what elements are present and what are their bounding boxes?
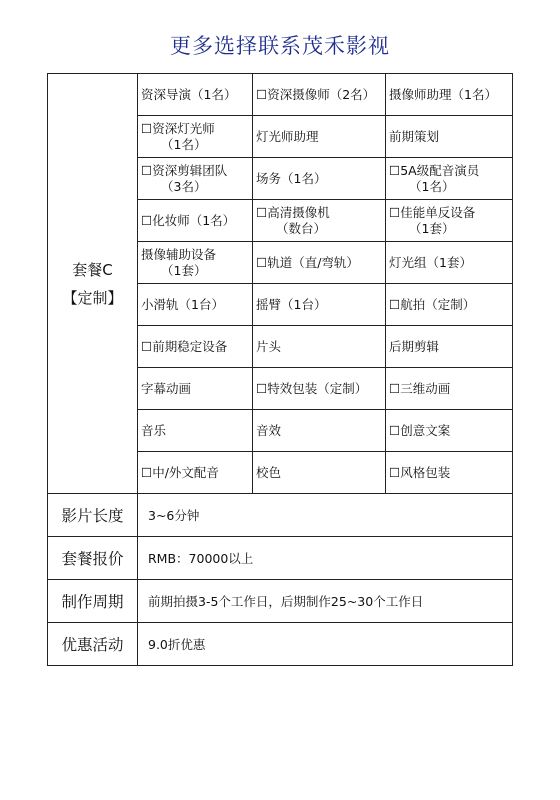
checkbox-icon: ☐ <box>389 162 401 178</box>
service-item-label: 前期稳定设备 <box>152 338 228 354</box>
service-item-label: 摄像师助理（1名） <box>389 86 497 102</box>
service-item-label: 片头 <box>256 338 282 354</box>
checkbox-icon: ☐ <box>389 422 401 438</box>
page-title: 更多选择联系茂禾影视 <box>170 34 390 58</box>
service-item <box>138 326 253 368</box>
checkbox-icon: ☐ <box>389 464 401 480</box>
info-label: 优惠活动 <box>48 623 138 666</box>
service-item <box>386 326 513 368</box>
service-item-label: 灯光组（1套） <box>389 254 472 270</box>
checkbox-icon: ☐ <box>141 212 153 228</box>
service-item <box>386 452 513 494</box>
service-item <box>138 242 253 284</box>
service-item <box>138 200 253 242</box>
checkbox-icon: ☐ <box>256 380 268 396</box>
package-name: 套餐C <box>72 260 113 279</box>
service-item-label: 创意文案 <box>400 422 451 438</box>
service-item <box>253 200 386 242</box>
service-item-quantity: （1套） <box>161 262 207 278</box>
service-item-label: 资深导演（1名） <box>141 86 237 102</box>
service-item <box>253 452 386 494</box>
service-item-label: 中/外文配音 <box>152 464 219 480</box>
service-item <box>253 116 386 158</box>
service-item <box>253 158 386 200</box>
service-item <box>253 368 386 410</box>
service-item <box>138 368 253 410</box>
service-item <box>386 242 513 284</box>
info-row <box>48 494 513 537</box>
service-item-label: 场务（1名） <box>256 170 327 186</box>
checkbox-icon: ☐ <box>141 338 153 354</box>
package-tag: 【定制】 <box>62 288 123 307</box>
service-item <box>138 452 253 494</box>
service-item-label: 摇臂（1台） <box>256 296 327 312</box>
checkbox-icon: ☐ <box>141 464 153 480</box>
service-item <box>253 284 386 326</box>
service-item-label: 字幕动画 <box>141 380 192 396</box>
service-item-quantity: （数台） <box>276 220 327 236</box>
service-item-label: 资深灯光师 <box>152 120 215 136</box>
service-item-label: 前期策划 <box>389 128 440 144</box>
service-item-label: 校色 <box>256 464 282 480</box>
checkbox-icon: ☐ <box>389 296 401 312</box>
info-label: 制作周期 <box>48 580 138 623</box>
service-item-label: 风格包装 <box>400 464 451 480</box>
package-table <box>47 73 513 666</box>
service-item <box>138 410 253 452</box>
service-item <box>138 158 253 200</box>
service-item-quantity: （3名） <box>161 178 207 194</box>
service-item <box>253 326 386 368</box>
package-row <box>48 74 513 116</box>
checkbox-icon: ☐ <box>389 204 401 220</box>
checkbox-icon: ☐ <box>389 380 401 396</box>
info-row <box>48 537 513 580</box>
service-item <box>386 410 513 452</box>
service-item <box>386 368 513 410</box>
info-value: 9.0折优惠 <box>138 623 513 666</box>
service-item-label: 轨道（直/弯轨） <box>267 254 359 270</box>
checkbox-icon: ☐ <box>256 254 268 270</box>
service-item-label: 音效 <box>256 422 282 438</box>
service-item-label: 三维动画 <box>400 380 451 396</box>
service-item-label: 音乐 <box>141 422 167 438</box>
service-item-label: 后期剪辑 <box>389 338 440 354</box>
service-item-label: 小滑轨（1台） <box>141 296 224 312</box>
service-item-label: 特效包装（定制） <box>267 380 368 396</box>
service-item-quantity: （1名） <box>161 136 207 152</box>
service-item <box>138 284 253 326</box>
service-item-label: 化妆师（1名） <box>152 212 236 228</box>
info-row <box>48 580 513 623</box>
info-value: 3~6分钟 <box>138 494 513 537</box>
service-item <box>253 242 386 284</box>
service-item <box>386 284 513 326</box>
service-item-label: 灯光师助理 <box>256 128 319 144</box>
service-item-quantity: （1名） <box>409 178 455 194</box>
info-row <box>48 623 513 666</box>
checkbox-icon: ☐ <box>141 120 153 136</box>
service-item <box>253 74 386 116</box>
service-item <box>138 74 253 116</box>
service-item <box>386 200 513 242</box>
service-item-label: 资深剪辑团队 <box>152 162 228 178</box>
service-item <box>138 116 253 158</box>
service-item <box>386 74 513 116</box>
service-item <box>386 158 513 200</box>
info-value: RMB：70000以上 <box>138 537 513 580</box>
service-item-label: 资深摄像师（2名） <box>267 86 376 102</box>
service-item-label: 高清摄像机 <box>267 204 330 220</box>
checkbox-icon: ☐ <box>256 204 268 220</box>
service-item-label: 航拍（定制） <box>400 296 476 312</box>
service-item-label: 佳能单反设备 <box>400 204 476 220</box>
info-value: 前期拍摄3-5个工作日，后期制作25~30个工作日 <box>138 580 513 623</box>
package-cell <box>48 74 138 494</box>
info-label: 套餐报价 <box>48 537 138 580</box>
service-item-label: 摄像辅助设备 <box>141 246 217 262</box>
info-label: 影片长度 <box>48 494 138 537</box>
service-item <box>386 116 513 158</box>
checkbox-icon: ☐ <box>141 162 153 178</box>
service-item <box>253 410 386 452</box>
service-item-label: 5A级配音演员 <box>400 162 480 178</box>
service-item-quantity: （1套） <box>409 220 455 236</box>
checkbox-icon: ☐ <box>256 86 268 102</box>
